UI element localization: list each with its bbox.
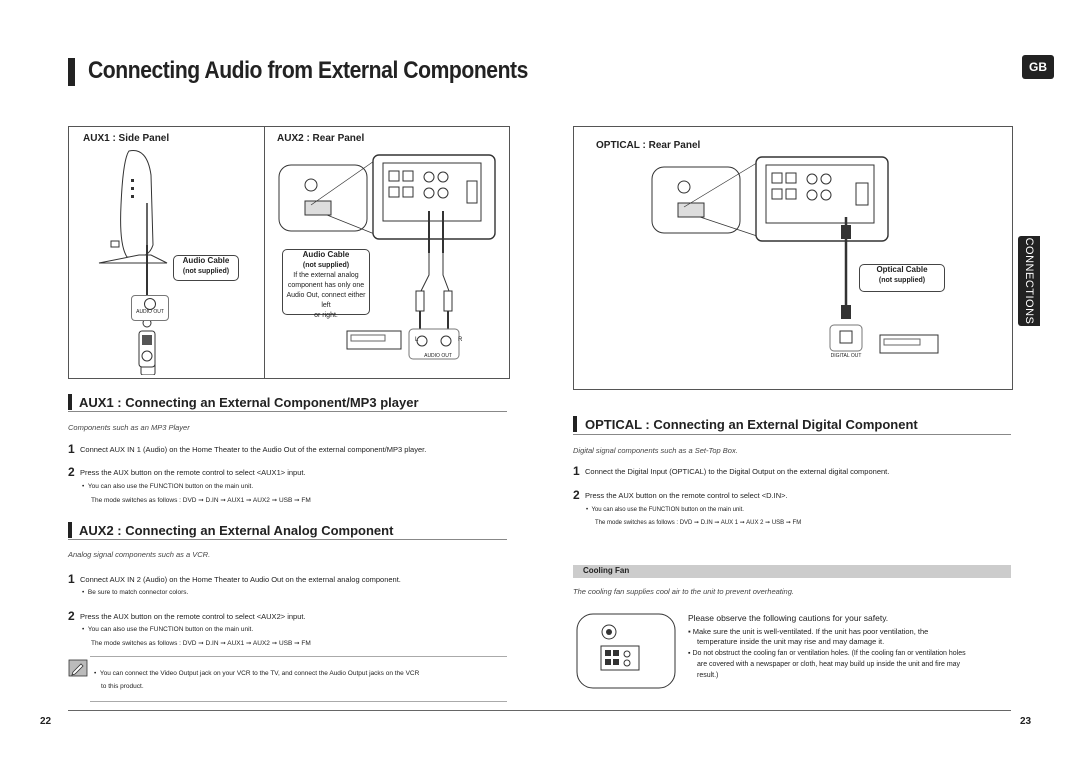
section-accent-bar — [68, 522, 72, 538]
audio-cable-callout-aux1 — [173, 255, 239, 281]
optical-panel-label: OPTICAL : Rear Panel — [596, 140, 701, 151]
figure-divider — [264, 127, 265, 378]
not-supplied-label: (not supplied) — [878, 277, 926, 284]
footer-rule — [68, 710, 1011, 711]
digital-out-label: DIGITAL OUT — [830, 353, 862, 359]
optical-connection-figure — [573, 126, 1013, 390]
section-accent-bar — [573, 416, 577, 432]
page-title: Connecting Audio from External Components — [88, 57, 528, 84]
step-number: 1 — [68, 572, 75, 586]
aux1-bullet: You can also use the FUNCTION button on the main unit. — [87, 483, 254, 490]
step-number: 1 — [68, 442, 75, 456]
step-number: 2 — [573, 488, 580, 502]
left-channel-label: L — [415, 337, 419, 343]
section-side-tab — [1018, 236, 1040, 326]
aux2-heading: AUX2 : Connecting an External Analog Component — [79, 523, 394, 538]
cooling-bullet-line: Do not obstruct the cooling fan or ventilation holes. (If the cooling fan or ventilation holes — [692, 650, 966, 657]
analog-note-line: component has only one — [287, 282, 365, 289]
cooling-fan-subtitle: The cooling fan supplies cool air to the unit to prevent overheating. — [573, 587, 794, 596]
audio-out-label-right: AUDIO OUT — [424, 353, 452, 359]
aux1-panel-label: AUX1 : Side Panel — [83, 133, 170, 144]
optical-step1: Connect the Digital Input (OPTICAL) to the Digital Output on the external digital component. — [585, 467, 890, 476]
aux2-step2: Press the AUX button on the remote control to select <AUX2> input. — [80, 612, 306, 621]
optical-step2: Press the AUX button on the remote control to select <D.IN>. — [585, 491, 788, 500]
section-rule — [573, 434, 1011, 435]
mp3-player-jack — [131, 295, 169, 321]
analog-note-line: If the external analog — [293, 272, 359, 279]
side-tab-label: CONNECTIONS — [1023, 237, 1035, 325]
optical-mode-sequence: The mode switches as follows : DVD ➞ D.IN ➞ AUX 1 ➞ AUX 2 ➞ USB ➞ FM — [595, 520, 802, 526]
aux1-step1: Connect AUX IN 1 (Audio) on the Home Theater to the Audio Out of the external component/MP3 player. — [80, 445, 427, 454]
mp3-player-illustration — [135, 329, 159, 371]
cooling-bullet-line: are covered with a newspaper or cloth, heat may build up inside the unit and fire may — [697, 661, 961, 668]
aux1-heading: AUX1 : Connecting an External Component/MP3 player — [79, 395, 419, 410]
aux2-step1: Connect AUX IN 2 (Audio) on the Home Theater to Audio Out on the external analog component. — [80, 575, 401, 584]
cooling-fan-unit-illustration — [575, 612, 679, 692]
not-supplied-label: (not supplied) — [302, 262, 350, 269]
optical-cable-label: Optical Cable — [876, 265, 928, 274]
section-rule — [68, 539, 507, 540]
optical-subtitle: Digital signal components such as a Set-Top Box. — [573, 446, 738, 455]
note-rule — [90, 656, 507, 657]
language-badge: GB — [1022, 55, 1054, 79]
audio-cable-label: Audio Cable — [182, 256, 230, 265]
aux2-bullet: Be sure to match connector colors. — [87, 589, 189, 596]
section-rule — [68, 411, 507, 412]
aux1-subtitle: Components such as an MP3 Player — [68, 423, 190, 432]
aux1-step2: Press the AUX button on the remote control to select <AUX1> input. — [80, 468, 306, 477]
cooling-bullet-line: result.) — [697, 672, 719, 679]
cooling-fan-heading: Cooling Fan — [583, 566, 630, 575]
cooling-bullet-line: Make sure the unit is well-ventilated. If the unit has poor ventilation, the — [692, 627, 929, 636]
aux2-subtitle: Analog signal components such as a VCR. — [68, 550, 211, 559]
title-accent-bar — [68, 58, 75, 86]
cooling-bullet-line: temperature inside the unit may rise and may damage it. — [697, 637, 885, 646]
aux2-bullet: You can also use the FUNCTION button on the main unit. — [87, 626, 254, 633]
page-number-right: 23 — [1020, 716, 1032, 727]
aux2-panel-label: AUX2 : Rear Panel — [277, 133, 365, 144]
optical-heading: OPTICAL : Connecting an External Digital Component — [585, 417, 918, 432]
aux2-mode-sequence: The mode switches as follows : DVD ➞ D.IN ➞ AUX1 ➞ AUX2 ➞ USB ➞ FM — [91, 640, 311, 647]
audio-cable-label: Audio Cable — [302, 250, 350, 259]
audio-out-label-left: AUDIO OUT — [136, 309, 164, 315]
note-rule — [90, 701, 507, 702]
cooling-fan-header-bar — [573, 565, 1011, 578]
analog-note-line: or right. — [314, 312, 338, 319]
step-number: 2 — [68, 609, 75, 623]
section-accent-bar — [68, 394, 72, 410]
cooling-intro: Please observe the following cautions for your safety. — [688, 613, 889, 623]
aux1-mode-sequence: The mode switches as follows : DVD ➞ D.IN ➞ AUX1 ➞ AUX2 ➞ USB ➞ FM — [91, 497, 311, 504]
aux2-note-line: to this product. — [101, 683, 144, 690]
step-number: 1 — [573, 464, 580, 478]
not-supplied-label: (not supplied) — [182, 268, 230, 275]
aux-connection-figure — [68, 126, 510, 379]
page-number-left: 22 — [40, 716, 52, 727]
aux2-note-line: You can connect the Video Output jack on your VCR to the TV, and connect the Audio Output jacks on the VCR — [99, 670, 420, 677]
audio-cable-callout-aux2 — [282, 249, 370, 319]
optical-cable-callout — [859, 264, 945, 292]
step-number: 2 — [68, 465, 75, 479]
analog-note-line: Audio Out, connect either left — [286, 292, 366, 309]
note-pencil-icon — [68, 659, 88, 677]
right-channel-label: R — [458, 337, 463, 343]
optical-bullet: You can also use the FUNCTION button on the main unit. — [591, 507, 744, 513]
